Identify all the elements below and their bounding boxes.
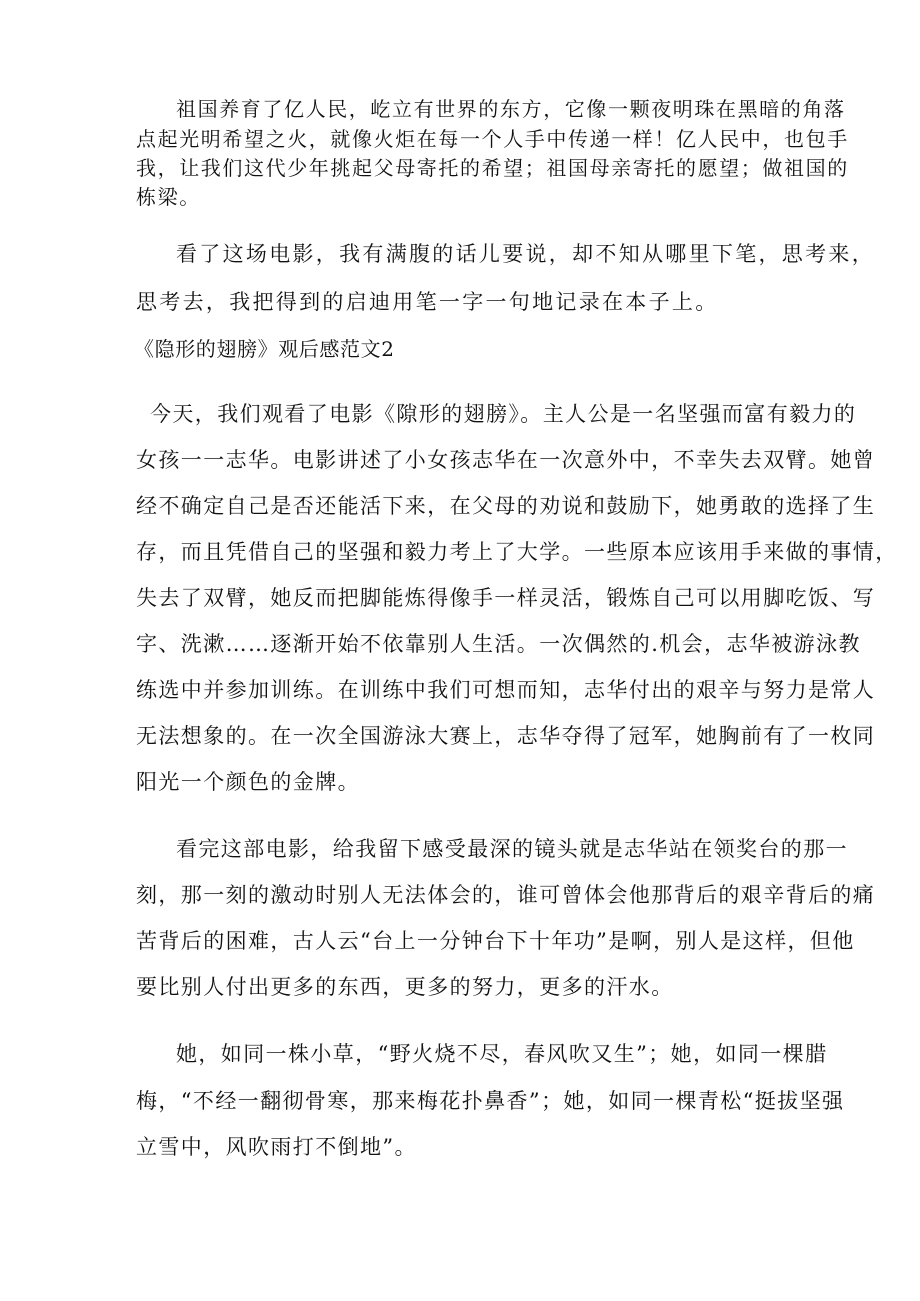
paragraph-3-line-2: 女孩一一志华。电影讲述了小女孩志华在一次意外中，不幸失去双臂。她曾 [136, 448, 876, 472]
paragraph-4-line-2: 刻，那一刻的激动时别人无法体会的，谁可曾体会他那背后的艰辛背后的痛 [136, 883, 876, 907]
paragraph-3-line-5: 失去了双臂，她反而把脚能炼得像手一样灵活，锻炼自己可以用脚吃饭、写 [136, 586, 876, 610]
paragraph-4-line-3: 苦背后的困难，古人云“台上一分钟台下十年功”是啊，别人是这样，但他 [136, 929, 855, 953]
paragraph-1-line-2: 点起光明希望之火，就像火炬在每一个人手中传递一样！亿人民中，也包手 [136, 127, 849, 151]
paragraph-5-line-1: 她，如同一株小草，“野火烧不尽，春风吹又生”；她，如同一棵腊 [176, 1042, 828, 1066]
paragraph-4-line-1: 看完这部电影，给我留下感受最深的镜头就是志华站在领奖台的那一 [176, 837, 848, 861]
paragraph-2-line-2: 思考去，我把得到的启迪用笔一字一句地记录在本子上。 [136, 290, 719, 314]
paragraph-1-line-4: 栋梁。 [136, 185, 201, 209]
paragraph-1-line-1: 祖国养育了亿人民，屹立有世界的东方，它像一颗夜明珠在黑暗的角落 [176, 97, 846, 121]
paragraph-3-line-6: 字、洗漱……逐渐开始不依靠别人生活。一次偶然的.机会，志华被游泳教 [136, 632, 861, 656]
paragraph-3-line-7: 练选中并参加训练。在训练中我们可想而知，志华付出的艰辛与努力是常人 [136, 678, 876, 702]
paragraph-3-line-3: 经不确定自己是否还能活下来，在父母的劝说和鼓励下，她勇敢的选择了生 [136, 494, 876, 518]
paragraph-3-line-9: 阳光一个颜色的金牌。 [136, 770, 360, 794]
paragraph-3-line-4: 存，而且凭借自己的坚强和毅力考上了大学。一些原本应该用手来做的事情， [136, 540, 898, 564]
paragraph-3-line-8: 无法想象的。在一次全国游泳大赛上，志华夺得了冠军，她胸前有了一枚同 [136, 724, 876, 748]
paragraph-1-line-3: 我，让我们这代少年挑起父母寄托的希望；祖国母亲寄托的愿望；做祖国的 [136, 156, 849, 180]
paragraph-5-line-3: 立雪中，风吹雨打不倒地”。 [136, 1135, 417, 1159]
paragraph-2-line-1: 看了这场电影，我有满腹的话儿要说，却不知从哪里下笔，思考来， [176, 242, 875, 266]
paragraph-3-line-1: 今天，我们观看了电影《隙形的翅膀》。主人公是一名坚强而富有毅力的 [150, 402, 857, 426]
paragraph-5-line-2: 梅，“不经一翻彻骨寒，那来梅花扑鼻香”；她，如同一棵青松“挺拔坚强 [136, 1089, 845, 1113]
section-title: 《隐形的翅膀》观后感范文2 [134, 337, 395, 361]
paragraph-4-line-4: 要比别人付出更多的东西，更多的努力，更多的汗水。 [136, 975, 674, 999]
